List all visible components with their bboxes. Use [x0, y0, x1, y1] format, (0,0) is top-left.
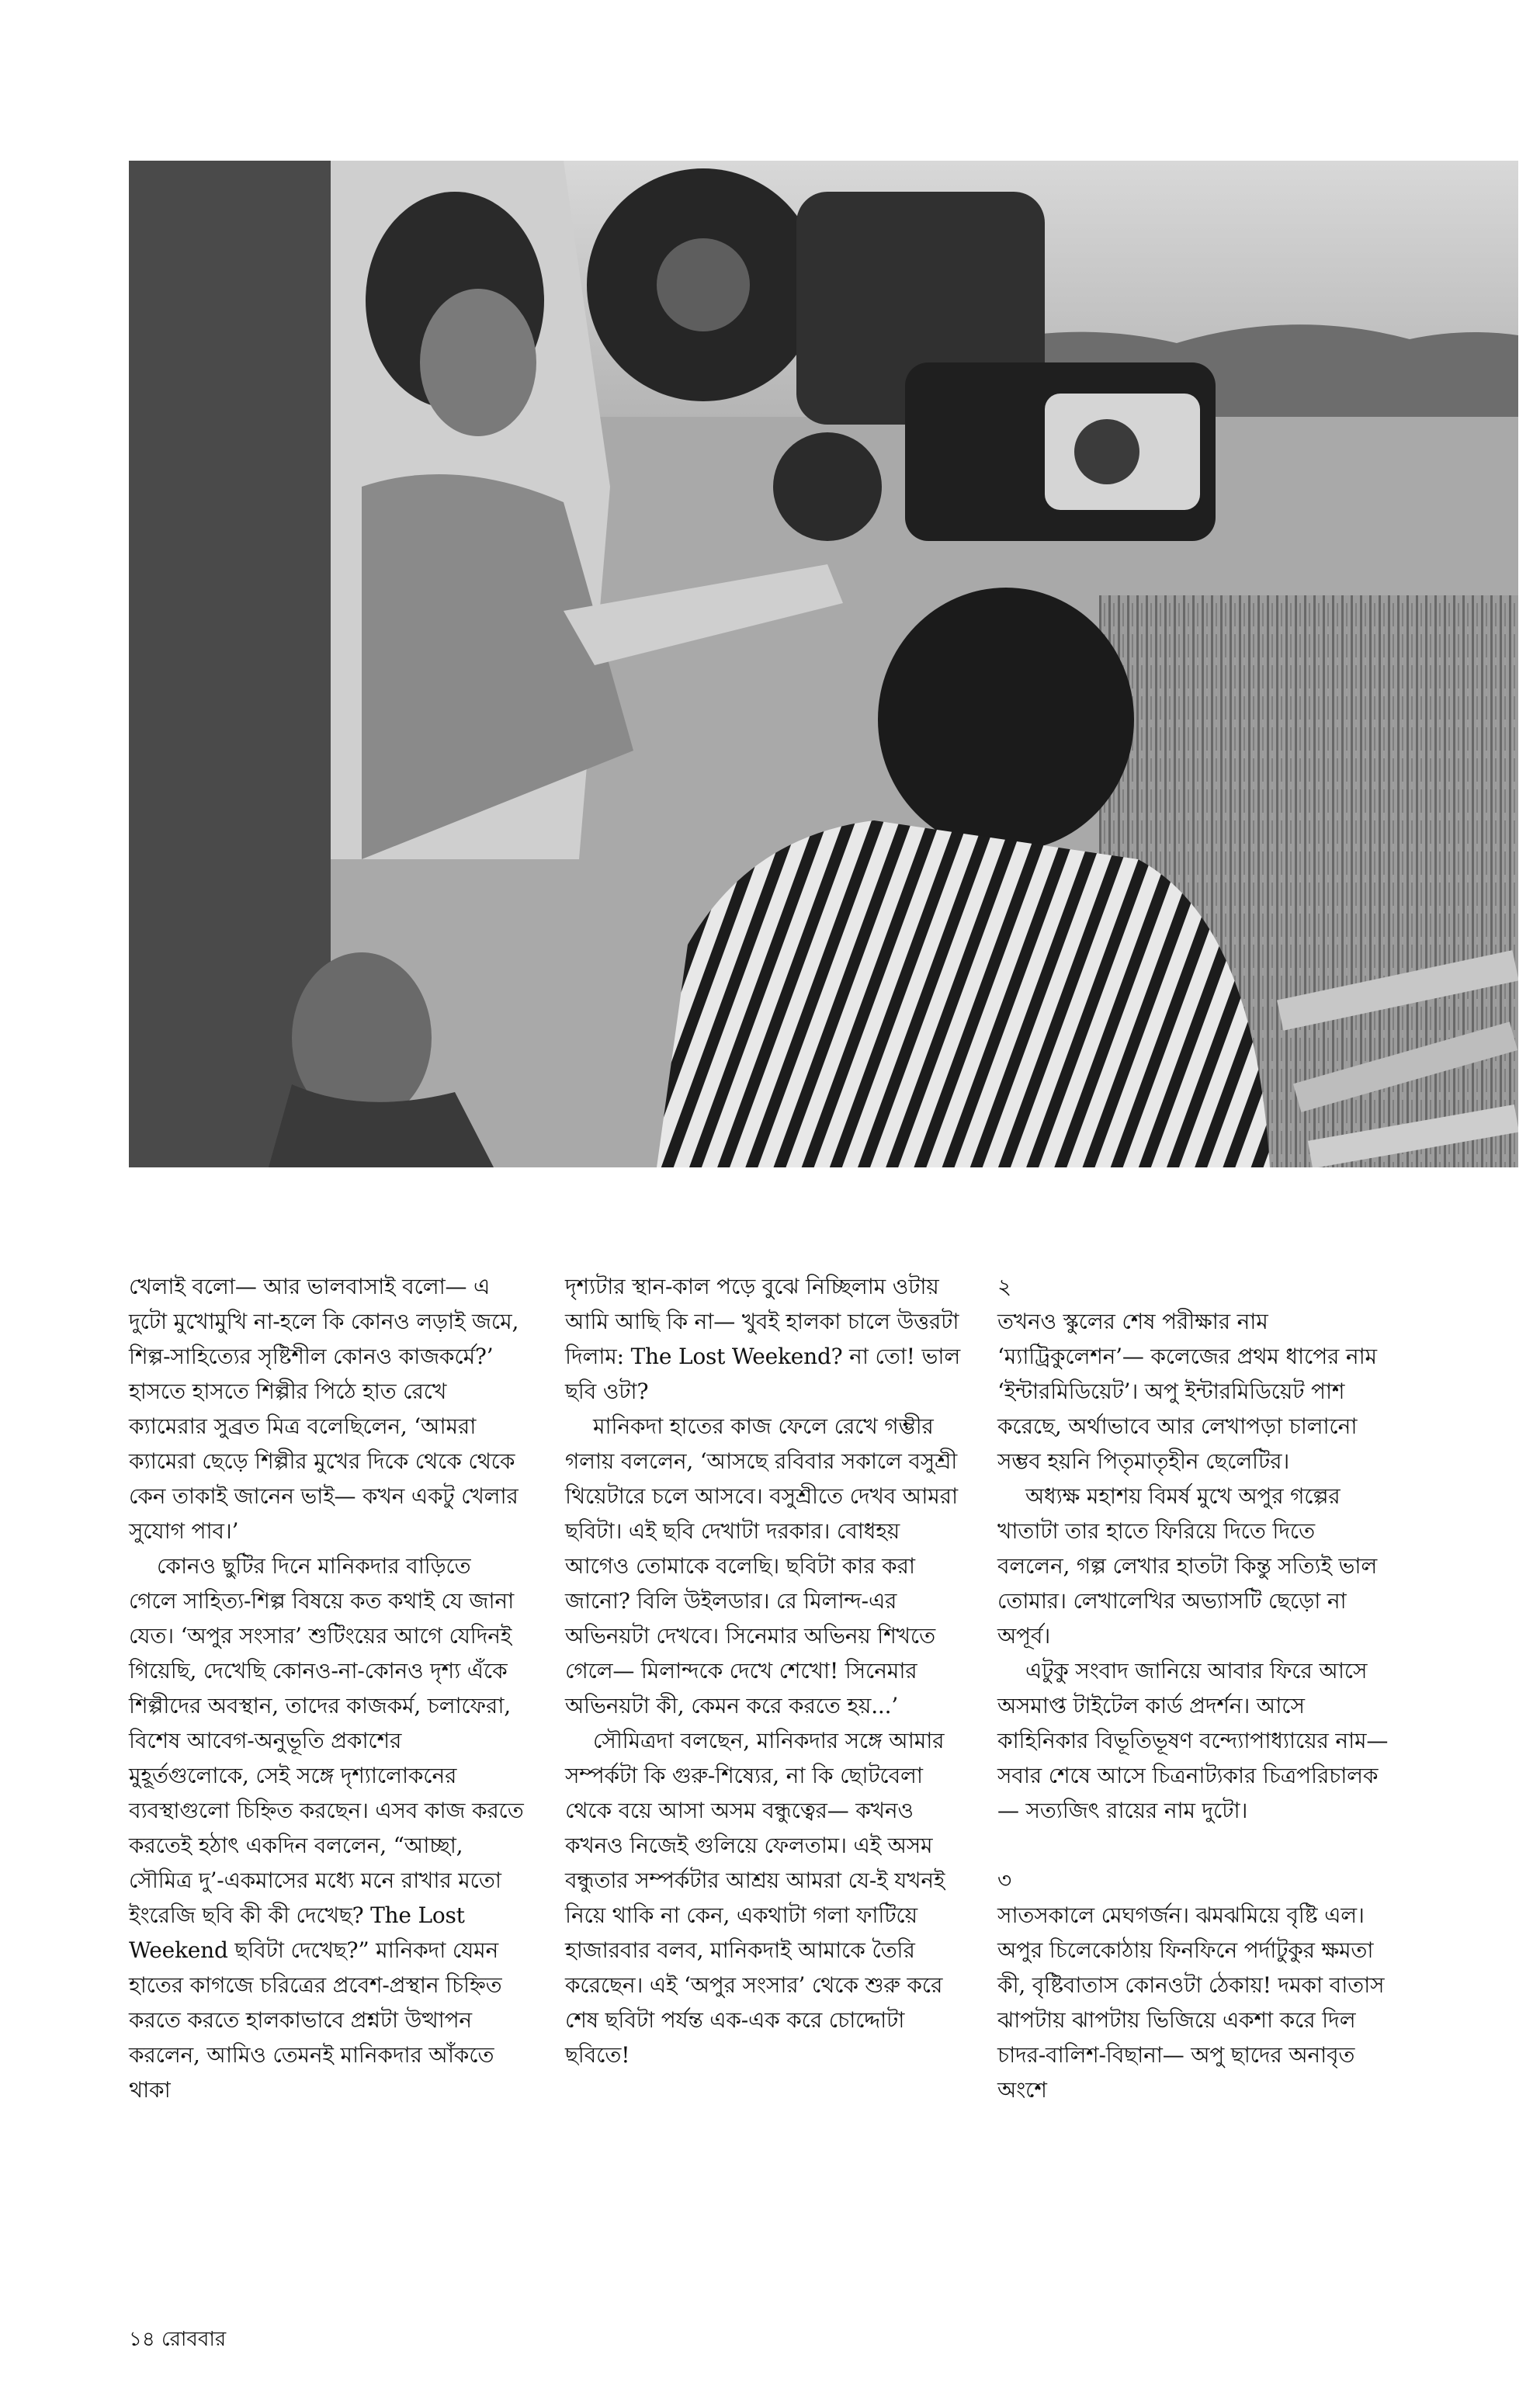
- photo-lens: [773, 432, 882, 541]
- photo-director-head: [878, 588, 1134, 851]
- column3-paragraph-4: সাতসকালে মেঘগর্জন। ঝমঝমিয়ে বৃষ্টি এল। অপুর চিলেকোঠায় ফিনফিনে পর্দাটুকুর ক্ষমতা কী, বৃষ্টিবাতাস কোনওটা ঠেকায়! দমকা বাতাস ঝাপটায় ঝাপটায় ভিজিয়ে একশা করে দিল চাদর-বালিশ-বিছানা— অপু ছাদের অনাবৃত অংশে: [997, 1902, 1385, 2103]
- column1-paragraph-1: খেলাই বলো— আর ভালবাসাই বলো— এ দুটো মুখোমুখি না-হলে কি কোনও লড়াই জমে, শিল্প-সাহিত্যের সৃষ্টিশীল কোনও কাজকর্মে?’ হাসতে হাসতে শিল্পীর পিঠে হাত রেখে ক্যামেরার সুব্রত মিত্র বলেছিলেন, ‘আমরা ক্যামেরা ছেড়ে শিল্পীর মুখের দিকে থেকে থেকে কেন তাকাই জানেন ভাই— কখন একটু খেলার সুযোগ পাব।’: [129, 1274, 519, 1544]
- magazine-name: রোববার: [161, 2328, 227, 2351]
- column1-paragraph-2: কোনও ছুটির দিনে মানিকদার বাড়িতে গেলে সাহিত্য-শিল্প বিষয়ে কত কথাই যে জানা যেত। ‘অপুর সংসার’ শুটিংয়ের আগে যেদিনই গিয়েছি, দেখেছি কোনও-না-কোনও দৃশ্য এঁকে শিল্পীদের অবস্থান, তাদের কাজকর্ম, চলাফেরা, বিশেষ আবেগ-অনুভূতি প্রকাশের মুহূর্তগুলোকে, সেই সঙ্গে দৃশ্যালোকনের ব্যবস্থাগুলো চিহ্নিত করছেন। এসব কাজ করতে করতেই হঠাৎ একদিন বললেন, “আচ্ছা, সৌমিত্র দু’-একমাসের মধ্যে মনে রাখার মতো ইংরেজি ছবি কী কী দেখেছ? The Lost Weekend ছবিটা দেখেছ?” মানিকদা যেমন হাতের কাগজে চরিত্রের প্রবেশ-প্রস্থান চিহ্নিত করতে করতে হালকাভাবে প্রশ্নটা উত্থাপন করলেন, আমিও তেমনই মানিকদার আঁকতে থাকা: [129, 1553, 524, 2103]
- column3-paragraph-3: এটুকু সংবাদ জানিয়ে আবার ফিরে আসে অসমাপ্ত টাইটেল কার্ড প্রদর্শন। আসে কাহিনিকার বিভূতিভূষণ বন্দ্যোপাধ্যায়ের নাম— সবার শেষে আসে চিত্রনাট্যকার চিত্রপরিচালক— সত্যজিৎ রায়ের নাম দুটো।: [997, 1658, 1389, 1823]
- text-column-1: [129, 1269, 525, 2107]
- column2-paragraph-2: মানিকদা হাতের কাজ ফেলে রেখে গম্ভীর গলায় বললেন, ‘আসছে রবিবার সকালে বসুশ্রী থিয়েটারে চলে আসবে। বসুশ্রীতে দেখব আমরা ছবিটা। এই ছবি দেখাটা দরকার। বোধহয় আগেও তোমাকে বলেছি। ছবিটা কার করা জানো? বিলি উইলডার। রে মিলান্দ-এর অভিনয়টা দেখবে। সিনেমার অভিনয় শিখতে গেলে— মিলান্দকে দেখে শেখো! সিনেমার অভিনয়টা কী, কেমন করে করতে হয়...’: [565, 1413, 958, 1718]
- section-2-number: ২: [997, 1274, 1012, 1299]
- text-column-3: [997, 1269, 1393, 2107]
- column3-paragraph-2: অধ্যক্ষ মহাশয় বিমর্ষ মুখে অপুর গল্পের খাতাটা তার হাতে ফিরিয়ে দিতে দিতে বললেন, গল্প লেখার হাতটা কিন্তু সত্যিই ভাল তোমার। লেখালেখির অভ্যাসটি ছেড়ো না অপূর্ব।: [997, 1483, 1378, 1649]
- photo-illustration: [129, 161, 1518, 1167]
- column2-paragraph-1: দৃশ্যটার স্থান-কাল পড়ে বুঝে নিচ্ছিলাম ওটায় আমি আছি কি না— খুবই হালকা চালে উত্তরটা দিলাম: The Lost Weekend? না তো! ভাল ছবি ওটা?: [565, 1274, 961, 1404]
- page-footer: [129, 2327, 226, 2352]
- text-column-2: [565, 1269, 961, 2072]
- photo-cameraman-face: [420, 289, 536, 436]
- page-number: ১৪: [129, 2328, 155, 2351]
- section-3-number: ৩: [997, 1868, 1012, 1893]
- film-set-photograph: [129, 161, 1518, 1167]
- column3-paragraph-1: তখনও স্কুলের শেষ পরীক্ষার নাম ‘ম্যাট্রিকুলেশন’— কলেজের প্রথম ধাপের নাম ‘ইন্টারমিডিয়েট’। অপু ইন্টারমিডিয়েট পাশ করেছে, অর্থাভাবে আর লেখাপড়া চালানো সম্ভব হয়নি পিতৃমাতৃহীন ছেলেটির।: [997, 1309, 1377, 1474]
- column2-paragraph-3: সৌমিত্রদা বলছেন, মানিকদার সঙ্গে আমার সম্পর্কটা কি গুরু-শিষ্যের, না কি ছোটবেলা থেকে বয়ে আসা অসম বন্ধুত্বের— কখনও কখনও নিজেই গুলিয়ে ফেলতাম। এই অসম বন্ধুতার সম্পর্কটার আশ্রয় আমরা যে-ই যখনই নিয়ে থাকি না কেন, একথাটা গলা ফাটিয়ে হাজারবার বলব, মানিকদাই আমাকে তৈরি করেছেন। এই ‘অপুর সংসার’ থেকে শুরু করে শেষ ছবিটা পর্যন্ত এক-এক করে চোদ্দোটা ছবিতে!: [565, 1728, 945, 2068]
